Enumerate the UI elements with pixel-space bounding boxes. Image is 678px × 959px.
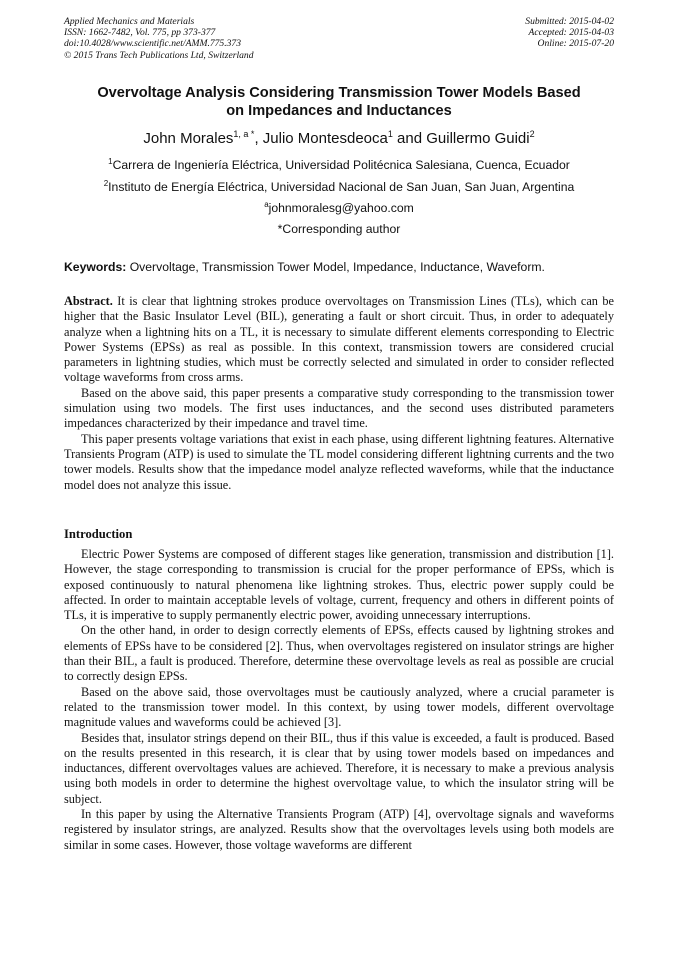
abstract-paragraph-1 (64, 294, 614, 386)
email-sup: a (264, 200, 269, 209)
journal-header (64, 16, 254, 61)
title-line-2: on Impedances and Inductances (226, 103, 452, 119)
affiliation-2 (40, 180, 638, 195)
keywords-text: Overvoltage, Transmission Tower Model, Impedance, Inductance, Waveform. (126, 260, 545, 274)
author-1-sup: 1, a * (233, 129, 255, 139)
intro-paragraph-4: Besides that, insulator strings depend on their BIL, thus if this value is exceeded, a fault is produced. Based on the results presented in this research, it is clear that by using tower models based on impedances and inductances, different overvoltages values are achieved. Therefore, it is necessary to make a previous analysis using both models in order to determine the highest overvoltage value, to which the insulator string will be subject. (64, 730, 614, 806)
section-heading-introduction: Introduction (64, 527, 133, 541)
affiliation-1-sup: 1 (108, 157, 113, 166)
online-date: Online: 2015-07-20 (537, 38, 614, 50)
affiliation-2-sup: 2 (103, 179, 109, 188)
title-line-1: Overvoltage Analysis Considering Transmission Tower Models Based (97, 85, 581, 101)
copyright: © 2015 Trans Tech Publications Ltd, Switzerland (64, 49, 254, 61)
author-2: , Julio Montesdeoca (254, 130, 388, 147)
intro-paragraph-2: On the other hand, in order to design correctly elements of EPSs, effects caused by lightning strokes and elements of EPSs have to be considered [2]. Thus, when overvoltages registered on insulator strings are higher than their BIL, a fault is produced. Therefore, determine these overvoltage levels as real as possible are crucial to correctly design EPSs. (64, 623, 614, 684)
abstract (64, 294, 614, 493)
author-2-sup: 1 (387, 129, 393, 139)
introduction-body (64, 547, 614, 853)
intro-paragraph-3: Based on the above said, those overvoltages must be cautiously analyzed, where a crucial parameter is related to the transmission tower model. In this context, by using tower models, different overvoltage magnitude values and waveforms could be achieved [3]. (64, 684, 614, 730)
email-address[interactable]: johnmoralesg@yahoo.com (268, 201, 414, 215)
email (40, 201, 638, 216)
author-3: and Guillermo Guidi (392, 130, 530, 147)
issn: ISSN: 1662-7482, Vol. 775, pp 373-377 (64, 27, 216, 39)
intro-paragraph-5: In this paper by using the Alternative Transients Program (ATP) [4], overvoltage signals and waveforms registered by insulator strings, are analyzed. Results show that the overvoltages levels using both models are similar in some cases. However, those voltage waveforms are different (64, 807, 614, 852)
author-list (40, 130, 638, 148)
paper-title (60, 84, 618, 120)
affiliation-1-text: Carrera de Ingeniería Eléctrica, Universidad Politécnica Salesiana, Cuenca, Ecuador (112, 158, 570, 172)
submitted-date: Submitted: 2015-04-02 (525, 16, 614, 27)
doi[interactable]: doi:10.4028/www.scientific.net/AMM.775.373 (64, 38, 242, 50)
dates-header (525, 16, 614, 50)
abstract-p1-text: It is clear that lightning strokes produce overvoltages on Transmission Lines (TLs), which can be higher that the Basic Insulator Level (BIL), generating a fault or short circuit. Thus, in order to adequately analyze when a lightning hits on a TL, it is necessary to simulate different elements corresponding to Electric Power Systems (EPSs) as real as possible. In this context, transmission towers are considered crucial parameters in lightning studies, which must be correctly selected and simulated in order to consider reflected voltage waveforms from cross arms. (64, 294, 614, 385)
affiliation-2-text: Instituto de Energía Eléctrica, Universidad Nacional de San Juan, San Juan, Argentina (108, 180, 575, 194)
abstract-paragraph-2: Based on the above said, this paper presents a comparative study corresponding to the transmission tower simulation using two models. The first uses inductances, and the second uses distributed parameters impedances characterized by their impedance and travel time. (64, 385, 614, 431)
accepted-date: Accepted: 2015-04-03 (528, 27, 614, 39)
intro-paragraph-1: Electric Power Systems are composed of different stages like generation, transmission and distribution [1]. However, the stage corresponding to transmission is crucial for the proper performance of EPSs, which is exposed continuously to natural phenomena like lightning strokes. Thus, electric power supply could be affected. In order to maintain acceptable levels of voltage, current, frequency and others in different points of TLs, it is imperative to supply permanently electric power, avoiding unnecessary interruptions. (64, 547, 614, 623)
keywords (64, 260, 619, 275)
author-3-sup: 2 (529, 129, 535, 139)
author-1: John Morales (143, 130, 234, 147)
abstract-label: Abstract. (64, 294, 113, 308)
keywords-label: Keywords: (64, 260, 127, 274)
affiliation-1 (40, 158, 638, 173)
journal-name: Applied Mechanics and Materials (64, 16, 195, 27)
abstract-paragraph-3: This paper presents voltage variations that exist in each phase, using different lightning features. Alternative Transients Program (ATP) is used to simulate the TL model considering different lightning currents and the two tower models. Results show that the impedance model analyze reflected waveforms, while that the inductance model does not analyze this issue. (64, 431, 614, 492)
corresponding-author: *Corresponding author (277, 222, 401, 236)
